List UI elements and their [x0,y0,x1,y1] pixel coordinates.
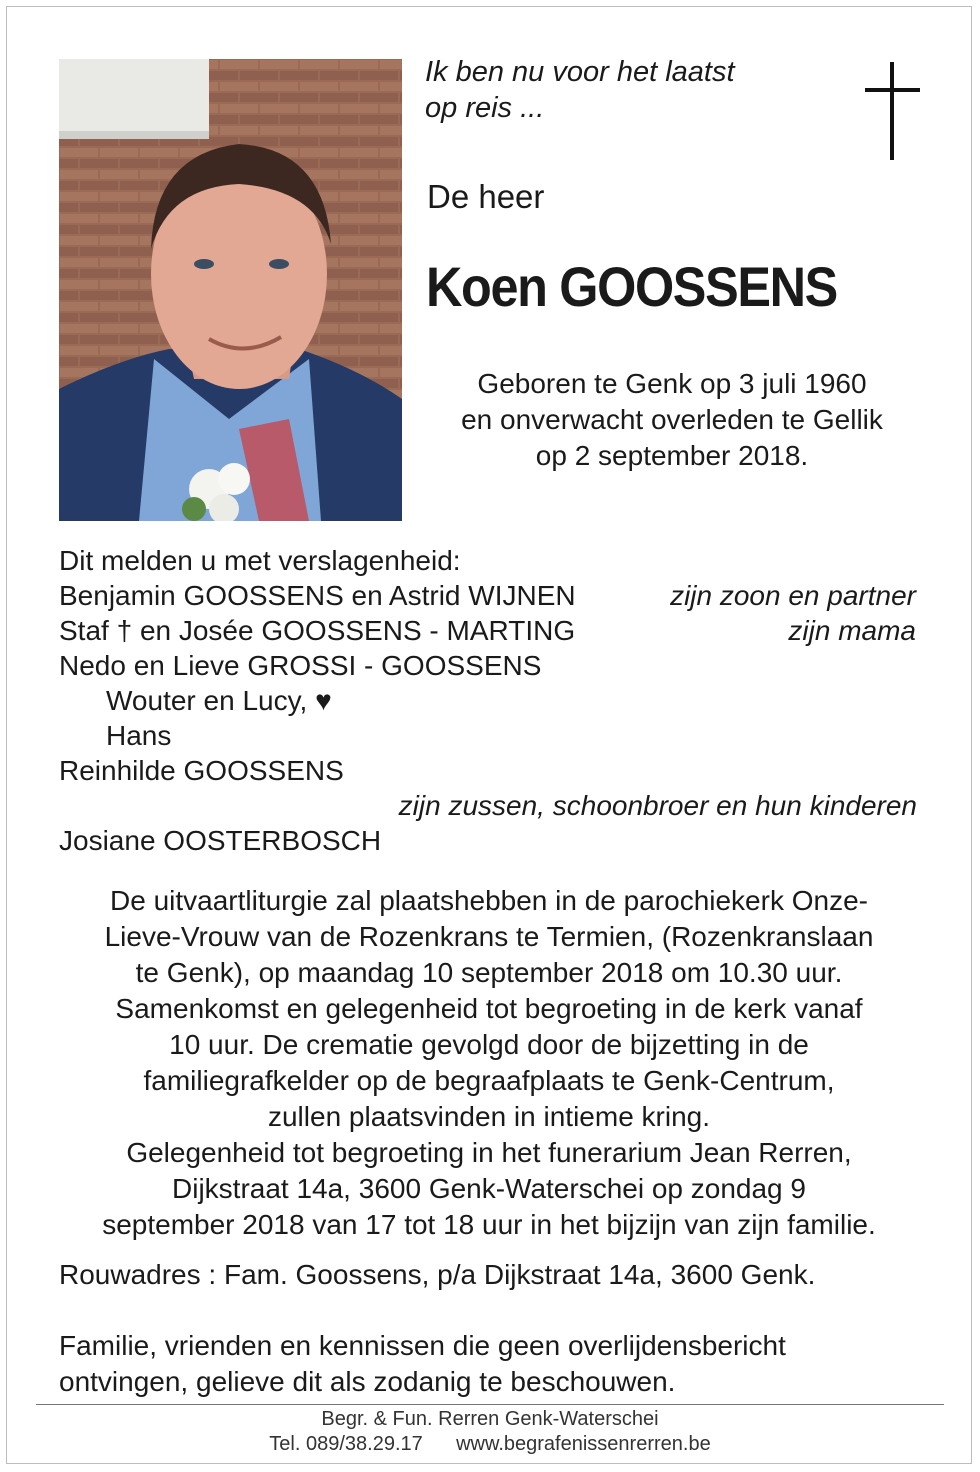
mourner-row [59,718,919,753]
birth-death-dates [420,366,924,474]
mourner-name: Hans [106,720,172,751]
funeral-home-website: www.begrafenissenrerren.be [456,1433,711,1455]
liturgy-line: zullen plaatsvinden in intieme kring. [267,1101,711,1132]
dates-line-2: en onverwacht overleden te Gellik [461,404,883,435]
mourner-row [59,753,919,788]
family-notice-line-2: ontvingen, gelieve dit als zodanig te beschouwen. [59,1366,676,1397]
mourner-name: Benjamin GOOSSENS en Astrid WIJNEN [59,580,576,611]
mourning-address: Rouwadres : Fam. Goossens, p/a Dijkstraat 14a, 3600 Genk. [59,1259,816,1290]
funeral-home-contact [190,1432,790,1457]
funeral-details [59,883,919,1243]
mourner-relation: zijn zussen, schoonbroer en hun kinderen [398,790,917,821]
salutation: De heer [427,178,545,215]
dates-line-1: Geboren te Genk op 3 juli 1960 [477,368,867,399]
liturgy-line: Lieve-Vrouw van de Rozenkrans te Termien, (Rozenkranslaan [104,921,874,952]
deceased-name: Koen GOOSSENS [426,255,837,318]
mourner-relation: zijn mama [788,615,916,646]
funeral-home-phone: Tel. 089/38.29.17 [269,1433,423,1455]
family-notice-line-1: Familie, vrienden en kennissen die geen overlijdensbericht [59,1330,786,1361]
dates-line-3: op 2 september 2018. [535,440,809,471]
mourner-relation: zijn zoon en partner [670,580,916,611]
mourner-name: Staf † en Josée GOOSSENS - MARTING [59,615,576,646]
mourner-row [59,578,919,613]
liturgy-line: 10 uur. De crematie gevolgd door de bijzetting in de [169,1029,809,1060]
mourner-row [59,823,919,858]
heart-icon: ♥ [315,685,332,716]
funeral-home-footer [190,1407,790,1457]
footer-divider [36,1404,944,1405]
mourner-name: Nedo en Lieve GROSSI - GOOSSENS [59,650,542,681]
liturgy-line: Dijkstraat 14a, 3600 Genk-Waterschei op zondag 9 [172,1173,806,1204]
latin-cross-icon [862,62,924,165]
mourner-name: Josiane OOSTERBOSCH [59,825,382,856]
motto [425,54,735,126]
motto-line-1: Ik ben nu voor het laatst [425,56,735,88]
mourner-row [59,788,919,823]
family-notice [59,1328,786,1400]
liturgy-line: september 2018 van 17 tot 18 uur in het bijzijn van zijn familie. [102,1209,876,1240]
liturgy-line: te Genk), op maandag 10 september 2018 om 10.30 uur. [135,957,843,988]
mourners-list [59,543,919,858]
liturgy-line: familiegrafkelder op de begraafplaats te Genk-Centrum, [143,1065,835,1096]
liturgy-line: De uitvaartliturgie zal plaatshebben in de parochiekerk Onze- [110,885,868,916]
mourners-intro: Dit melden u met verslagenheid: [59,545,461,576]
portrait-photo [59,59,402,521]
liturgy-line: Gelegenheid tot begroeting in het funerarium Jean Rerren, [126,1137,852,1168]
mourner-row [59,648,919,683]
motto-line-2: op reis ... [425,92,545,124]
mourner-name: Reinhilde GOOSSENS [59,755,344,786]
mourner-row [59,683,919,718]
funeral-home-name: Begr. & Fun. Rerren Genk-Waterschei [321,1408,659,1430]
liturgy-line: Samenkomst en gelegenheid tot begroeting in de kerk vanaf [115,993,863,1024]
mourner-name: Wouter en Lucy, [106,685,308,716]
mourner-row [59,613,919,648]
